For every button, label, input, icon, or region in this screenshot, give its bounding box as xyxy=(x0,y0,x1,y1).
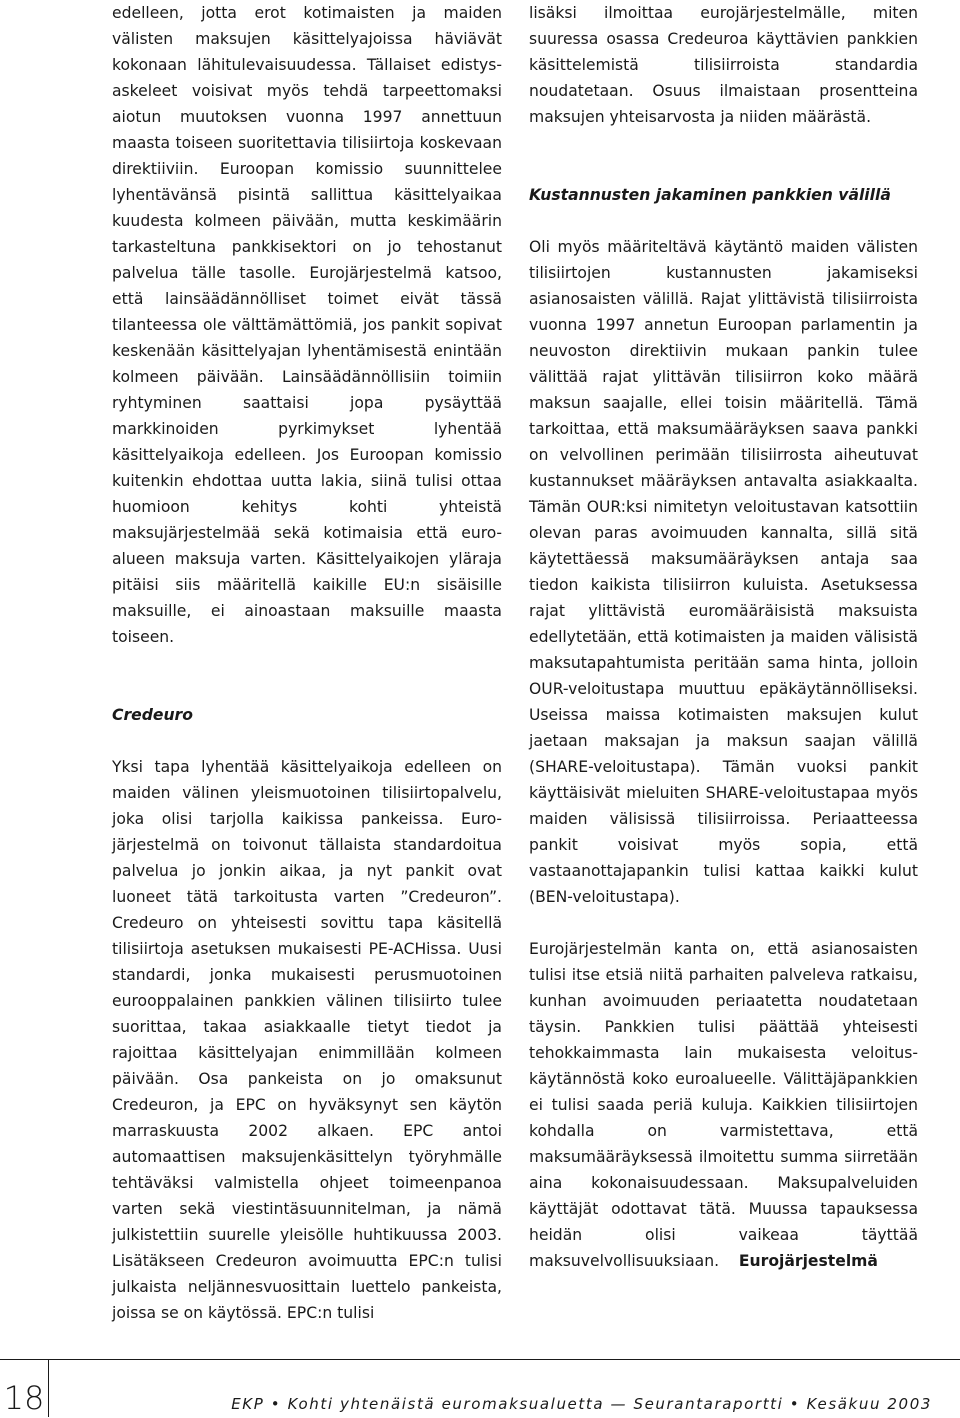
spacer xyxy=(529,910,918,936)
body-paragraph xyxy=(529,936,918,1274)
spacer xyxy=(529,156,918,182)
body-paragraph: lisäksi ilmoittaa eurojärjestelmälle, miten suuressa osassa Credeuroa käyttävien pankkien käsittelemistä tilisiirroista standardia noudatetaan. Osuus ilmaistaan prosentteina maksujen yhteisarvosta ja niiden määrästä. xyxy=(529,4,918,126)
paragraph-lead-in: Eurojärjestelmä xyxy=(738,1252,878,1270)
spacer xyxy=(529,208,918,234)
spacer xyxy=(529,130,918,156)
section-heading-costs: Kustannusten jakaminen pankkien välillä xyxy=(529,186,891,204)
body-paragraph: edelleen, jotta erot kotimaisten ja maiden välisten maksujen käsittelyajoissa häviävät kokonaan lähitulevaisuudessa. Tällaiset edistysaskeleet voisivat myös tehdä tarpeettomaksi aiotun muutoksen vuonna 1997 annettuun maasta toiseen suoritettavia tilisiirtoja koskevaan direktiiviin. Euroopan komissio suunnittelee lyhentävänsä pisintä sallittua käsittelyaikaa kuudesta kolmeen päivään, mutta keskimäärin tarkasteltuna pankkisektori on jo tehostanut palvelua tälle tasolle. Eurojärjestelmä katsoo, että lainsäädännölliset toimet eivät tässä tilanteessa ole välttämättömiä, jos pankit sopivat keskenään käsittelyajan lyhentämisestä enintään kolmeen päivään. Lainsäädännöllisiin toimiin ryhtyminen saattaisi jopa pysäyttää markkinoiden pyrkimykset lyhentää käsittelyaikoja edelleen. Jos Euroopan komissio kuitenkin ehdottaa uutta lakia, siinä tulisi ottaa huomioon kehitys kohti yhteistä maksujärjestelmää sekä kotimaisia että euroalueen maksuja varten. Käsittelyaikojen yläraja pitäisi siis määritellä kaikille EU:n sisäisille maksuille, ei ainoastaan maksuille maasta toiseen. xyxy=(112,4,502,646)
body-paragraph: Oli myös määriteltävä käytäntö maiden välisten tilisiirtojen kustannusten jakamiseksi asianosaisten välillä. Rajat ylittävistä tilisiirroista vuonna 1997 annetun Euroopan parlamentin ja neuvoston direktiivin mukaan pankin tulee välittää rajat ylittävän tilisiirron koko määrä maksun saajalle, ellei toisin määritellä. Tämä tarkoittaa, että maksumääräyksen saava pankki on velvollinen perimään tilisiirrosta aiheutuvat kustannukset määräyksen antavalta asiakkaalta. Tämän OUR:ksi nimitetyn veloitustavan katsottiin olevan paras avoimuuden kannalta, sillä sitä käytettäessä maksumääräyksen antaja saa tiedon kaikista tilisiirron kuluista. Asetuksessa rajat ylittävistä euromääräisistä maksuista edellytetään, että kotimaisten ja maiden välisistä maksutapahtumista peritään sama hinta, jolloin OUR-veloitustapa muuttuu epäkäytännölliseksi. Useissa maissa kotimaisten maksujen kulut jaetaan maksajan ja maksun saajan välillä (SHARE-veloitustapa). Tämän vuoksi pankit käyttäisivät mieluiten SHARE-veloitustapaa myös maiden välisissä tilisiirroissa. Periaatteessa pankit voisivat myös sopia, että vastaanottajapankin tulisi kattaa kaikki kulut (BEN-veloitustapa). xyxy=(529,238,918,906)
footer-rule xyxy=(0,1359,960,1360)
spacer xyxy=(112,676,502,702)
body-paragraph: Yksi tapa lyhentää käsittelyaikoja edelleen on maiden välinen yleismuotoinen tilisiirtopalvelu, joka olisi tarjolla kaikissa pankeissa. Eurojärjestelmä on toivonut tällaista standardoitua palvelua jo jonkin aikaa, ja nyt pankit ovat luoneet tätä tarkoitusta varten ”Credeuron”. Credeuro on yhteisesti sovittu tapa käsitellä tilisiirtoja asetuksen mukaisesti PE-ACHissa. Uusi standardi, jonka mukaisesti perusmuotoinen eurooppalainen pankkien välinen tilisiirto tulee suorittaa, takaa asiakkaalle tietyt tiedot ja rajoittaa käsittelyajan enimmillään kolmeen päivään. Osa pankeista on jo omaksunut Credeuron, ja EPC on hyväksynyt sen käytön marraskuusta 2002 alkaen. EPC antoi automaattisen maksujenkäsittelyn työryhmälle tehtäväksi valmistella ohjeet toimeenpanoa varten sekä viestintäsuunnitelman, ja nämä julkistettiin suurelle yleisölle huhtikuussa 2003. Lisätäkseen Credeuron avoimuutta EPC:n tulisi julkaista neljännesvuosittain luettelo pankeista, joissa se on käytössä. EPC:n tulisi xyxy=(112,758,502,1322)
section-heading-credeuro: Credeuro xyxy=(112,706,193,724)
right-column xyxy=(529,0,918,1274)
page-number: 18 xyxy=(3,1379,45,1417)
left-column xyxy=(112,0,502,1326)
running-title: EKP • Kohti yhtenäistä euromaksualuetta — Seurantaraportti • Kesäkuu 2003 xyxy=(231,1395,932,1413)
footer-divider xyxy=(48,1359,49,1417)
spacer xyxy=(112,650,502,676)
spacer xyxy=(112,728,502,754)
paragraph-text: Eurojärjestelmän kanta on, että asianosaisten tulisi itse etsiä niitä parhaiten palveleva ratkaisu, kunhan avoimuuden periaatetta noudatetaan täysin. Pankkien tulisi päättää yhteisesti tehokkaimmasta lain mukaisesta veloituskäytännöstä koko euroalueelle. Välittäjäpankkien ei tulisi saada periä kuluja. Kaikkien tilisiirtojen kohdalla on varmistettava, että maksumääräyksessä ilmoitettu summa siirretään aina kokonaisuudessaan. Maksupalveluiden käyttäjät odottavat tätä. Muussa tapauksessa heidän olisi vaikeaa täyttää maksuvelvollisuuksiaan. xyxy=(529,940,918,1270)
